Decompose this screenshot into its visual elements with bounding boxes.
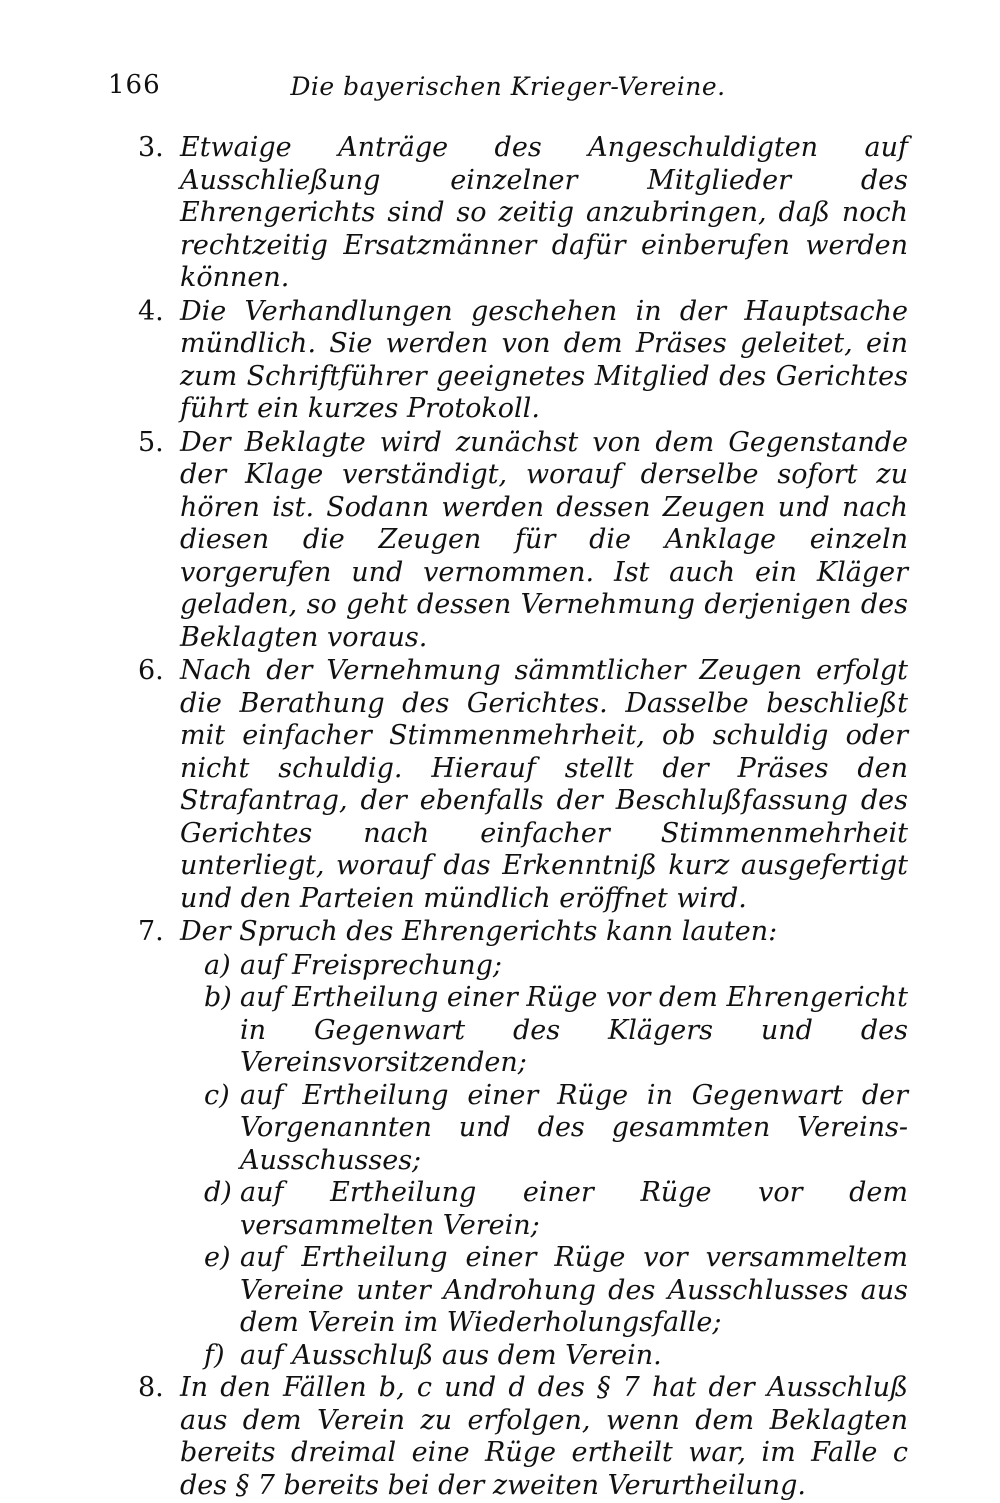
sub-item-letter: e) <box>204 1242 231 1273</box>
item-number: 5. <box>138 426 164 458</box>
page-body <box>138 132 908 1503</box>
page-header <box>108 70 908 114</box>
item-text: Nach der Vernehmung sämmtlicher Zeugen erfolgt die Berathung des Gerichtes. Dasselbe beschließt mit einfacher Stimmenmehrheit, ob schuldig oder nicht schuldig. Hierauf stellt der Präses den Strafantrag, der ebenfalls der Beschlußfassung des Gerichtes nach einfacher Stimmenmehrheit unterliegt, worauf das Erkenntniß kurz ausgefertigt und den Parteien mündlich eröffnet wird. <box>180 655 908 914</box>
running-title: Die bayerischen Krieger-Vereine. <box>290 72 726 101</box>
sub-item-letter: a) <box>204 949 231 981</box>
sub-item-letter: b) <box>204 982 232 1013</box>
item-number: 3. <box>138 132 164 163</box>
item-text: Der Spruch des Ehrengerichts kann lauten: <box>180 916 778 947</box>
sub-item-text: auf Ertheilung einer Rüge in Gegenwart der Vorgenannten und des gesammten Vereins-Ausschusses; <box>240 1079 908 1176</box>
item-number: 7. <box>138 916 164 947</box>
sub-item-letter: d) <box>204 1177 232 1208</box>
item-number: 8. <box>138 1372 164 1403</box>
lettered-sub-item <box>138 1242 908 1340</box>
numbered-item <box>138 655 908 915</box>
lettered-sub-item <box>138 1340 908 1373</box>
item-text: Die Verhandlungen geschehen in der Hauptsache mündlich. Sie werden von dem Präses geleitet, ein zum Schriftführer geeignetes Mitglied des Gerichtes führt ein kurzes Protokoll. <box>180 295 908 424</box>
numbered-item <box>138 132 908 295</box>
item-text: In den Fällen b, c und d des § 7 hat der Ausschluß aus dem Verein zu erfolgen, wenn dem Beklagten bereits dreimal eine Rüge ertheilt war, im Falle c des § 7 bereits bei der zweiten Verurtheilung. <box>180 1372 908 1501</box>
sub-item-letter: f) <box>204 1339 225 1371</box>
lettered-sub-item <box>138 1080 908 1178</box>
item-text: Etwaige Anträge des Angeschuldigten auf Ausschließung einzelner Mitglieder des Ehrengerichts sind so zeitig anzubringen, daß noch rechtzeitig Ersatzmänner dafür einberufen werden können. <box>180 132 908 293</box>
sub-item-text: auf Ertheilung einer Rüge vor dem Ehrengericht in Gegenwart des Klägers und des Vereinsvorsitzenden; <box>240 982 908 1078</box>
lettered-sub-item <box>138 982 908 1080</box>
item-number: 4. <box>138 295 164 327</box>
sub-item-letter: c) <box>204 1079 230 1111</box>
verdict-options-list <box>138 950 908 1373</box>
lettered-sub-item <box>138 1177 908 1242</box>
item-number: 6. <box>138 655 164 686</box>
sub-item-text: auf Ausschluß aus dem Verein. <box>240 1339 662 1371</box>
numbered-item <box>138 296 908 426</box>
sub-item-text: auf Freisprechung; <box>240 949 503 981</box>
numbered-item <box>138 1372 908 1502</box>
sub-item-text: auf Ertheilung einer Rüge vor versammeltem Vereine unter Androhung des Ausschlusses aus dem Verein im Wiederholungsfalle; <box>240 1242 908 1338</box>
lettered-sub-item <box>138 950 908 983</box>
page-number: 166 <box>108 70 161 100</box>
item-text: Der Beklagte wird zunächst von dem Gegenstande der Klage verständigt, worauf derselbe sofort zu hören ist. Sodann werden dessen Zeugen und nach diesen die Zeugen für die Anklage einzeln vorgerufen und vernommen. Ist auch ein Kläger geladen, so geht dessen Vernehmung derjenigen des Beklagten voraus. <box>180 426 908 653</box>
sub-item-text: auf Ertheilung einer Rüge vor dem versammelten Verein; <box>240 1177 908 1241</box>
numbered-item <box>138 427 908 655</box>
numbered-item <box>138 916 908 949</box>
